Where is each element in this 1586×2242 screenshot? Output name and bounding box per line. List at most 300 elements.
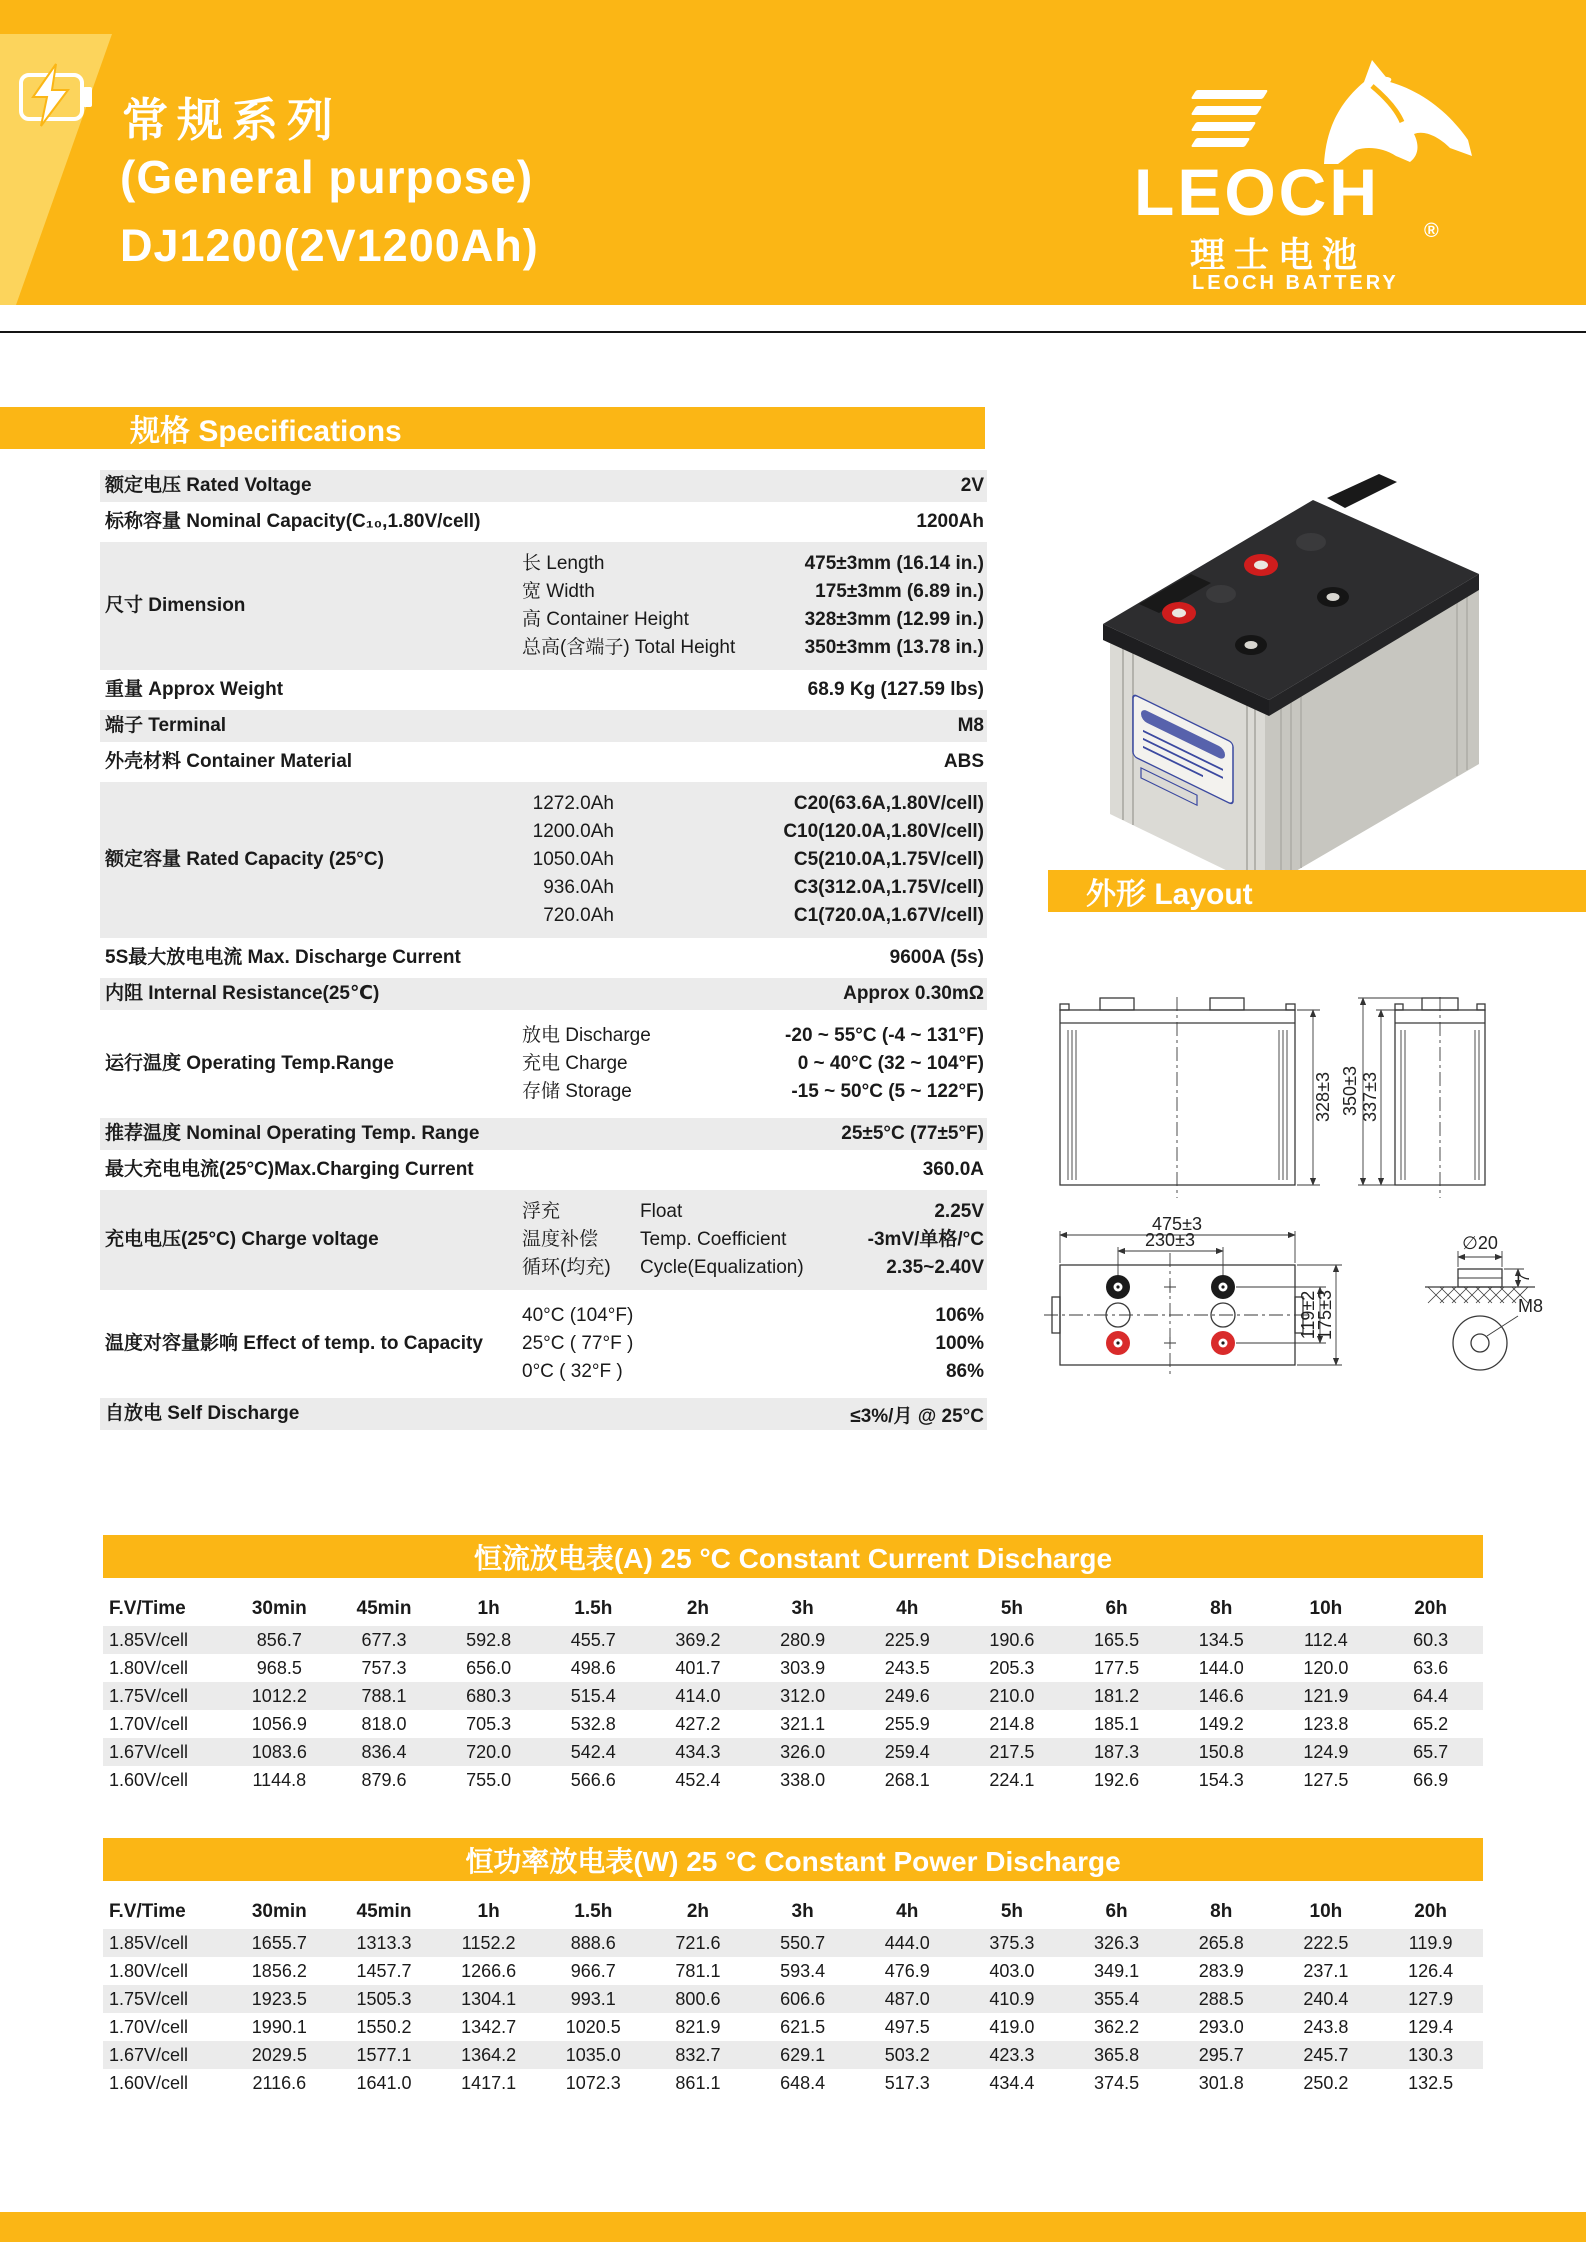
data-cell: 427.2 [675,1713,721,1734]
data-cell: 288.5 [1198,1988,1244,2009]
spec-value: 360.0A [922,1159,984,1180]
data-cell: 280.9 [780,1629,826,1650]
spec-sub-name: 存储 Storage [522,1081,632,1102]
col-header: 8h [1210,1598,1233,1619]
col-header: 20h [1414,1901,1447,1922]
series-title-en: (General purpose) [120,151,534,203]
spec-sub-value: 2.25V [934,1201,984,1222]
spec-label: 推荐温度 Nominal Operating Temp. Range [105,1123,480,1144]
data-cell: 1012.2 [251,1685,307,1706]
data-cell: 144.0 [1198,1657,1244,1678]
cc-table [103,1592,1483,1794]
spec-sub-value: -3mV/单格/°C [867,1229,984,1250]
spec-value: 9600A (5s) [889,947,984,968]
spec-subrow [522,1198,984,1226]
spec-subrow [522,578,984,606]
spec-row [100,506,987,538]
data-cell: 177.5 [1094,1657,1140,1678]
data-cell: 365.8 [1094,2044,1140,2065]
spec-sub-value: -20 ~ 55°C (-4 ~ 131°F) [785,1025,984,1046]
spec-sub-name: 936.0Ah [543,877,614,898]
spec-subrow [522,1302,984,1330]
data-cell: 214.8 [989,1713,1035,1734]
data-cell: 419.0 [989,2016,1035,2037]
spec-sub-value: C1(720.0A,1.67V/cell) [793,905,984,926]
data-cell: 856.7 [256,1629,302,1650]
spec-value: ABS [943,751,984,772]
data-cell: 149.2 [1198,1713,1244,1734]
spec-subcolumn [467,1302,984,1386]
col-header: 4h [896,1598,919,1619]
row-header: 1.80V/cell [109,1657,189,1678]
spec-value: 25±5°C (77±5°F) [841,1123,984,1144]
spec-sub-value: C20(63.6A,1.80V/cell) [793,793,984,814]
data-cell: 1577.1 [356,2044,412,2065]
dim-terminal-diameter: ∅20 [1462,1233,1498,1253]
data-cell: 119.9 [1408,1932,1453,1953]
data-cell: 66.9 [1413,1769,1449,1790]
spec-label: 尺寸 Dimension [105,595,246,616]
data-cell: 129.4 [1408,2016,1454,2037]
data-cell: 1266.6 [461,1960,517,1981]
data-cell: 606.6 [780,1988,826,2009]
data-cell: 255.9 [884,1713,930,1734]
spec-subrow [522,902,984,930]
spec-row [100,1118,987,1150]
spec-value: Approx 0.30mΩ [843,983,984,1004]
spec-sub-name: 40°C (104°F) [522,1305,634,1326]
table-row [103,1985,1483,2013]
row-header: 1.85V/cell [109,1932,189,1953]
cp-section-label: 恒功率放电表(W) 25 °C Constant Power Discharge [465,1845,1121,1877]
data-cell: 648.4 [780,2072,826,2093]
data-cell: 515.4 [570,1685,616,1706]
front-view [1060,997,1320,1198]
table-row [103,2041,1483,2069]
spec-row [100,746,987,778]
data-cell: 861.1 [675,2072,721,2093]
col-header: F.V/Time [109,1598,186,1619]
table-header-row [103,1895,1483,1929]
spec-subcolumn [467,550,984,662]
header-divider [0,331,1586,333]
header-band [0,0,1586,305]
spec-sub-name: 1050.0Ah [532,849,614,870]
col-header: 1.5h [574,1598,613,1619]
table-row [103,1929,1483,1957]
spec-sub-value: C3(312.0A,1.75V/cell) [793,877,984,898]
spec-label: 自放电 Self Discharge [105,1403,300,1424]
data-cell: 375.3 [989,1932,1035,1953]
data-cell: 120.0 [1303,1657,1349,1678]
data-cell: 126.4 [1408,1960,1454,1981]
spec-subcolumn [467,1198,984,1282]
table-row [103,1710,1483,1738]
data-cell: 326.3 [1094,1932,1140,1953]
data-cell: 185.1 [1094,1713,1140,1734]
spec-value: 2V [960,475,984,496]
col-header: 2h [686,1598,710,1619]
spec-sub-name: 720.0Ah [543,905,614,926]
data-cell: 1144.8 [252,1769,307,1790]
data-cell: 1856.2 [251,1960,307,1981]
data-cell: 237.1 [1303,1960,1349,1981]
spec-label: 充电电压(25°C) Charge voltage [105,1229,379,1250]
data-cell: 130.3 [1408,2044,1454,2065]
dim-container-height: 337±3 [1360,1072,1380,1122]
spec-sub-value: 175±3mm (6.89 in.) [815,581,984,602]
data-cell: 677.3 [361,1629,407,1650]
data-cell: 65.2 [1413,1713,1449,1734]
table-header-row [103,1592,1483,1626]
spec-subrow [522,1358,984,1386]
spec-sub-cn: 循环(均充) [522,1257,611,1278]
data-cell: 1035.0 [565,2044,621,2065]
spec-sub-name: 放电 Discharge [522,1025,651,1046]
col-header: 5h [1000,1901,1024,1922]
spec-sub-value: C10(120.0A,1.80V/cell) [783,821,984,842]
data-cell: 800.6 [675,1988,721,2009]
spec-sub-value: 100% [935,1333,984,1354]
data-cell: 283.9 [1198,1960,1244,1981]
data-cell: 245.7 [1303,2044,1349,2065]
layout-section-label: 外形 Layout [1086,878,1253,911]
data-cell: 240.4 [1303,1988,1349,2009]
data-cell: 1923.5 [251,1988,307,2009]
data-cell: 592.8 [466,1629,512,1650]
spec-subrow [522,606,984,634]
spec-section-label: 规格 Specifications [130,415,402,448]
data-cell: 1990.1 [251,2016,307,2037]
data-cell: 1152.2 [461,1932,516,1953]
spec-sub-en: Temp. Coefficient [640,1229,787,1250]
row-header: 1.80V/cell [109,1960,189,1981]
dim-cap-height: 7 [1516,1273,1533,1283]
data-cell: 127.9 [1408,1988,1454,2009]
data-cell: 123.8 [1303,1713,1349,1734]
data-cell: 1505.3 [356,1988,412,2009]
data-cell: 757.3 [361,1657,407,1678]
data-cell: 434.3 [675,1741,721,1762]
data-cell: 498.6 [570,1657,616,1678]
data-cell: 1364.2 [461,2044,517,2065]
data-cell: 721.6 [675,1932,721,1953]
spec-label: 5S最大放电电流 Max. Discharge Current [105,947,461,968]
data-cell: 656.0 [466,1657,512,1678]
data-cell: 249.6 [884,1685,930,1706]
layout-drawings [1030,935,1586,1435]
data-cell: 755.0 [466,1769,512,1790]
data-cell: 312.0 [780,1685,826,1706]
data-cell: 423.3 [989,2044,1035,2065]
spec-subcolumn [467,790,984,930]
data-cell: 301.8 [1198,2072,1244,2093]
table-row [103,1654,1483,1682]
table-row [103,1682,1483,1710]
row-header: 1.75V/cell [109,1988,189,2009]
spec-label: 外壳材料 Container Material [105,751,353,772]
data-cell: 414.0 [675,1685,721,1706]
data-cell: 452.4 [675,1769,721,1790]
series-title-cn: 常规系列 [122,94,342,146]
spec-row [100,674,987,706]
data-cell: 705.3 [466,1713,512,1734]
data-cell: 503.2 [884,2044,930,2065]
spec-subrow [522,846,984,874]
data-cell: 532.8 [570,1713,616,1734]
spec-sub-value: 350±3mm (13.78 in.) [804,637,984,658]
spec-sub-name: 1200.0Ah [532,821,614,842]
data-cell: 2116.6 [252,2072,307,2093]
spec-row [100,1190,987,1290]
cp-table [103,1895,1483,2097]
data-cell: 550.7 [780,1932,826,1953]
data-cell: 338.0 [780,1769,826,1790]
data-cell: 243.8 [1303,2016,1349,2037]
spec-sub-value: 475±3mm (16.14 in.) [804,553,984,574]
data-cell: 1342.7 [461,2016,517,2037]
data-cell: 146.6 [1198,1685,1244,1706]
data-cell: 369.2 [675,1629,721,1650]
data-cell: 1550.2 [356,2016,412,2037]
spec-row [100,1014,987,1114]
col-header: 6h [1105,1598,1128,1619]
spec-label: 运行温度 Operating Temp.Range [105,1053,394,1074]
spec-sub-value: 106% [935,1305,984,1326]
dim-length: 475±3 [1152,1214,1202,1234]
spec-sub-name: 25°C ( 77°F ) [522,1333,634,1354]
data-cell: 497.5 [884,2016,930,2037]
data-cell: 192.6 [1094,1769,1140,1790]
layout-section-title [1048,870,1586,912]
data-cell: 1457.7 [356,1960,412,1981]
dim-front-height: 328±3 [1313,1072,1333,1122]
data-cell: 1304.1 [461,1988,517,2009]
data-cell: 455.7 [570,1629,616,1650]
data-cell: 781.1 [675,1960,721,1981]
data-cell: 629.1 [780,2044,826,2065]
data-cell: 134.5 [1198,1629,1244,1650]
col-header: 30min [251,1598,307,1619]
battery-lightning-icon [16,62,106,132]
data-cell: 205.3 [989,1657,1035,1678]
spec-subrow [522,550,984,578]
spec-sub-value: -15 ~ 50°C (5 ~ 122°F) [791,1081,984,1102]
data-cell: 112.4 [1304,1629,1348,1650]
data-cell: 593.4 [780,1960,826,1981]
data-cell: 517.3 [884,2072,930,2093]
spec-label: 内阻 Internal Resistance(25℃) [105,983,380,1004]
spec-sub-value: 86% [945,1361,984,1382]
col-header: 3h [791,1598,814,1619]
spec-value: 68.9 Kg (127.59 lbs) [807,679,984,700]
row-header: 1.67V/cell [109,1741,189,1762]
dim-inner-width: 119±2 [1298,1290,1318,1340]
spec-label: 标称容量 Nominal Capacity(C₁₀,1.80V/cell) [105,511,481,532]
dim-thread: M8 [1518,1296,1544,1316]
data-cell: 410.9 [989,1988,1035,2009]
leoch-logo [1128,58,1488,303]
spec-value: 1200Ah [916,511,984,532]
spec-sub-en: Cycle(Equalization) [640,1257,804,1278]
data-cell: 720.0 [466,1741,512,1762]
data-cell: 127.5 [1303,1769,1349,1790]
data-cell: 250.2 [1303,2072,1349,2093]
spec-sub-cn: 温度补偿 [522,1229,599,1250]
model-title: DJ1200(2V1200Ah) [120,220,539,271]
col-header: 5h [1000,1598,1024,1619]
table-row [103,2069,1483,2097]
spec-sub-value: 0 ~ 40°C (32 ~ 104°F) [797,1053,984,1074]
data-cell: 265.8 [1198,1932,1244,1953]
spec-label: 最大充电电流(25°C)Max.Charging Current [105,1159,474,1180]
data-cell: 268.1 [884,1769,930,1790]
spec-subrow [522,1050,984,1078]
dim-width: 175±3 [1315,1290,1335,1340]
col-header: 1h [477,1598,500,1619]
data-cell: 818.0 [361,1713,407,1734]
row-header: 1.70V/cell [109,2016,189,2037]
spec-row [100,782,987,938]
table-row [103,1738,1483,1766]
spec-label: 温度对容量影响 Effect of temp. to Capacity [105,1333,483,1354]
data-cell: 1655.7 [251,1932,307,1953]
spec-sub-name: 长 Length [522,553,605,574]
data-cell: 293.0 [1198,2016,1244,2037]
data-cell: 1072.3 [565,2072,621,2093]
spec-row [100,942,987,974]
data-cell: 326.0 [780,1741,826,1762]
col-header: 45min [356,1901,412,1922]
data-cell: 63.6 [1413,1657,1449,1678]
data-cell: 542.4 [570,1741,616,1762]
battery-product-image [1075,452,1505,892]
spec-sub-name: 0°C ( 32°F ) [522,1361,623,1382]
row-header: 1.67V/cell [109,2044,189,2065]
data-cell: 210.0 [989,1685,1035,1706]
spec-row [100,710,987,742]
col-header: 20h [1414,1598,1447,1619]
col-header: 3h [791,1901,814,1922]
col-header: 30min [251,1901,307,1922]
spec-subrow [522,874,984,902]
data-cell: 181.2 [1094,1685,1140,1706]
data-cell: 566.6 [570,1769,616,1790]
col-header: 2h [686,1901,710,1922]
cc-section-title [103,1535,1483,1578]
row-header: 1.60V/cell [109,1769,189,1790]
spec-row [100,1154,987,1186]
data-cell: 1083.6 [251,1741,307,1762]
data-cell: 966.7 [570,1960,616,1981]
col-header: 4h [896,1901,919,1922]
data-cell: 2029.5 [251,2044,307,2065]
data-cell: 621.5 [780,2016,826,2037]
table-row [103,1957,1483,1985]
spec-sub-value: 328±3mm (12.99 in.) [804,609,984,630]
spec-subcolumn [467,1022,984,1106]
spec-subrow [522,818,984,846]
spec-sub-name: 充电 Charge [522,1053,628,1074]
data-cell: 1641.0 [356,2072,412,2093]
data-cell: 225.9 [884,1629,930,1650]
data-cell: 187.3 [1094,1741,1140,1762]
spec-value: M8 [957,715,984,736]
footer-band [0,2212,1586,2242]
col-header: 6h [1105,1901,1128,1922]
spec-label: 额定容量 Rated Capacity (25°C) [105,849,384,870]
cc-section-label: 恒流放电表(A) 25 °C Constant Current Discharge [473,1542,1113,1574]
spec-label: 额定电压 Rated Voltage [105,475,312,496]
spec-label: 重量 Approx Weight [105,679,284,700]
data-cell: 993.1 [570,1988,616,2009]
data-cell: 434.4 [989,2072,1035,2093]
logo-wordmark: LEOCH [1134,155,1380,229]
row-header: 1.85V/cell [109,1629,189,1650]
data-cell: 217.5 [989,1741,1035,1762]
spec-sub-value: C5(210.0A,1.75V/cell) [793,849,984,870]
data-cell: 303.9 [780,1657,826,1678]
spec-sub-value: 2.35~2.40V [886,1257,984,1278]
spec-row [100,1294,987,1394]
spec-subrow [522,1022,984,1050]
spec-row [100,470,987,502]
data-cell: 154.3 [1198,1769,1244,1790]
dim-total-height: 350±3 [1340,1066,1360,1116]
data-cell: 295.7 [1198,2044,1244,2065]
spec-sub-name: 总高(含端子) Total Height [522,637,736,658]
data-cell: 968.5 [256,1657,302,1678]
logo-chinese: 理士电池 [1190,236,1367,275]
data-cell: 222.5 [1303,1932,1349,1953]
data-cell: 487.0 [884,1988,930,2009]
data-cell: 259.4 [884,1741,930,1762]
col-header: 1.5h [574,1901,613,1922]
spec-sub-name: 1272.0Ah [532,793,614,814]
data-cell: 362.2 [1094,2016,1140,2037]
col-header: 10h [1309,1598,1343,1619]
data-cell: 165.5 [1094,1629,1140,1650]
spec-section-title [0,407,985,449]
spec-subrow [522,790,984,818]
spec-label: 端子 Terminal [105,715,227,736]
data-cell: 821.9 [675,2016,721,2037]
data-cell: 401.7 [675,1657,721,1678]
data-cell: 224.1 [989,1769,1035,1790]
data-cell: 476.9 [884,1960,930,1981]
data-cell: 888.6 [570,1932,616,1953]
data-cell: 1056.9 [251,1713,307,1734]
data-cell: 150.8 [1198,1741,1244,1762]
col-header: 1h [477,1901,500,1922]
data-cell: 349.1 [1094,1960,1140,1981]
table-row [103,2013,1483,2041]
row-header: 1.75V/cell [109,1685,189,1706]
spec-row [100,978,987,1010]
data-cell: 64.4 [1413,1685,1449,1706]
data-cell: 190.6 [989,1629,1035,1650]
row-header: 1.70V/cell [109,1713,189,1734]
spec-subrow [522,1330,984,1358]
spec-subrow [522,1078,984,1106]
data-cell: 444.0 [884,1932,930,1953]
table-row [103,1626,1483,1654]
data-cell: 243.5 [884,1657,930,1678]
spec-sub-name: 宽 Width [522,581,595,602]
registered-mark-icon: ® [1424,220,1439,242]
data-cell: 60.3 [1413,1629,1449,1650]
data-cell: 1313.3 [356,1932,412,1953]
